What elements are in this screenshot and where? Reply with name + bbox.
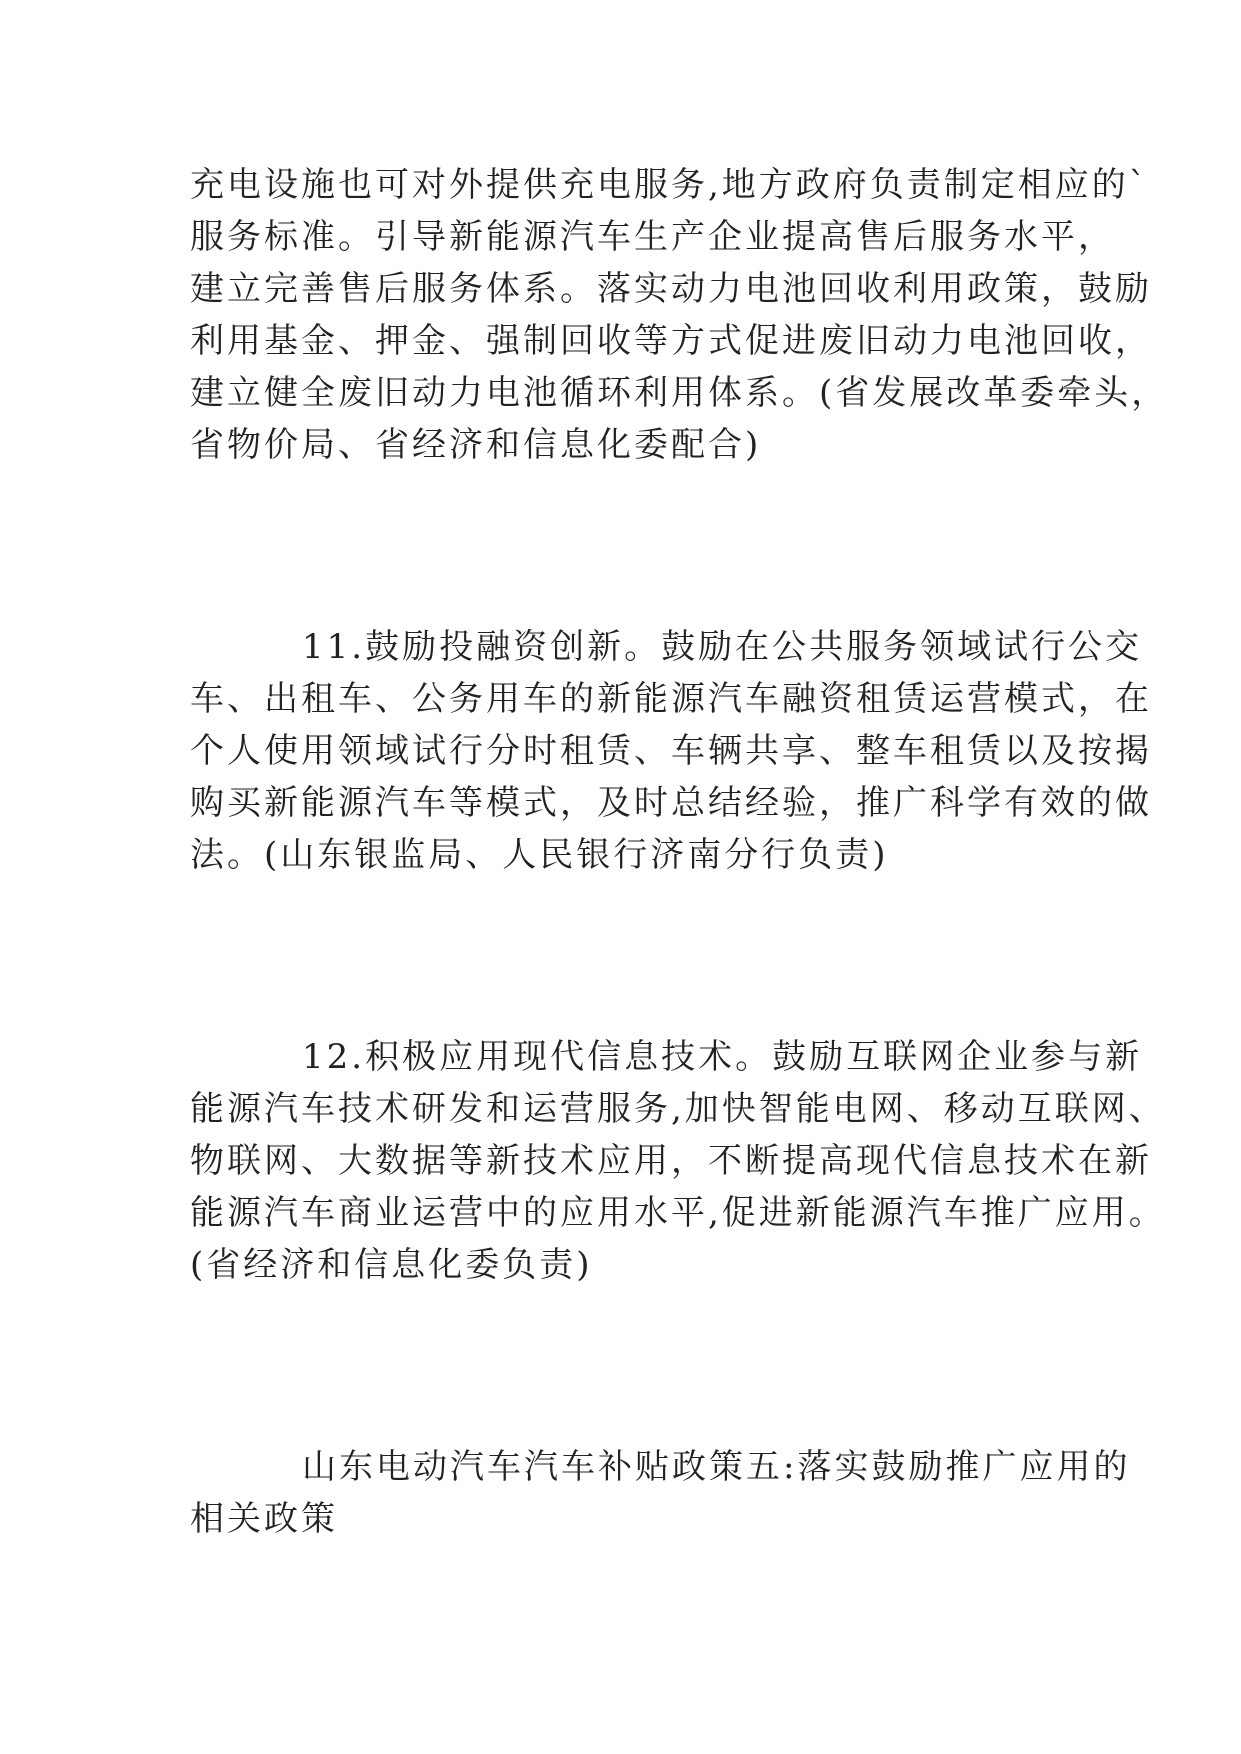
text-line: 利用基金、押金、强制回收等方式促进废旧动力电池回收， <box>190 321 1152 361</box>
text-line: 服务标准。引导新能源汽车生产企业提高售后服务水平， <box>190 217 1115 257</box>
text-line: 相关政策 <box>190 1499 338 1539</box>
text-line: 建立完善售后服务体系。落实动力电池回收利用政策，鼓励 <box>190 269 1152 309</box>
paragraph-section-heading <box>190 1441 1131 1545</box>
text-line: 11.鼓励投融资创新。鼓励在公共服务领域试行公交 <box>302 627 1143 667</box>
text-line: 物联网、大数据等新技术应用，不断提高现代信息技术在新 <box>190 1141 1152 1181</box>
text-line: 省物价局、省经济和信息化委配合) <box>190 425 762 465</box>
text-line: 个人使用领域试行分时租赁、车辆共享、整车租赁以及按揭 <box>190 731 1152 771</box>
paragraph-charging-service <box>190 159 1169 471</box>
text-line: 12.积极应用现代信息技术。鼓励互联网企业参与新 <box>302 1037 1143 1077</box>
text-line: 充电设施也可对外提供充电服务,地方政府负责制定相应的` <box>190 165 1149 205</box>
text-line: (省经济和信息化委负责) <box>190 1245 593 1285</box>
paragraph-item-11 <box>190 621 1152 881</box>
text-line: 购买新能源汽车等模式，及时总结经验，推广科学有效的做 <box>190 783 1152 823</box>
text-line: 建立健全废旧动力电池循环利用体系。(省发展改革委牵头， <box>190 373 1169 413</box>
text-line: 山东电动汽车汽车补贴政策五:落实鼓励推广应用的 <box>302 1447 1131 1487</box>
text-line: 能源汽车技术研发和运营服务,加快智能电网、移动互联网、 <box>190 1089 1166 1129</box>
text-line: 法。(山东银监局、人民银行济南分行负责) <box>190 835 889 875</box>
text-line: 能源汽车商业运营中的应用水平,促进新能源汽车推广应用。 <box>190 1193 1166 1233</box>
text-line: 车、出租车、公务用车的新能源汽车融资租赁运营模式，在 <box>190 679 1152 719</box>
paragraph-item-12 <box>190 1031 1166 1291</box>
